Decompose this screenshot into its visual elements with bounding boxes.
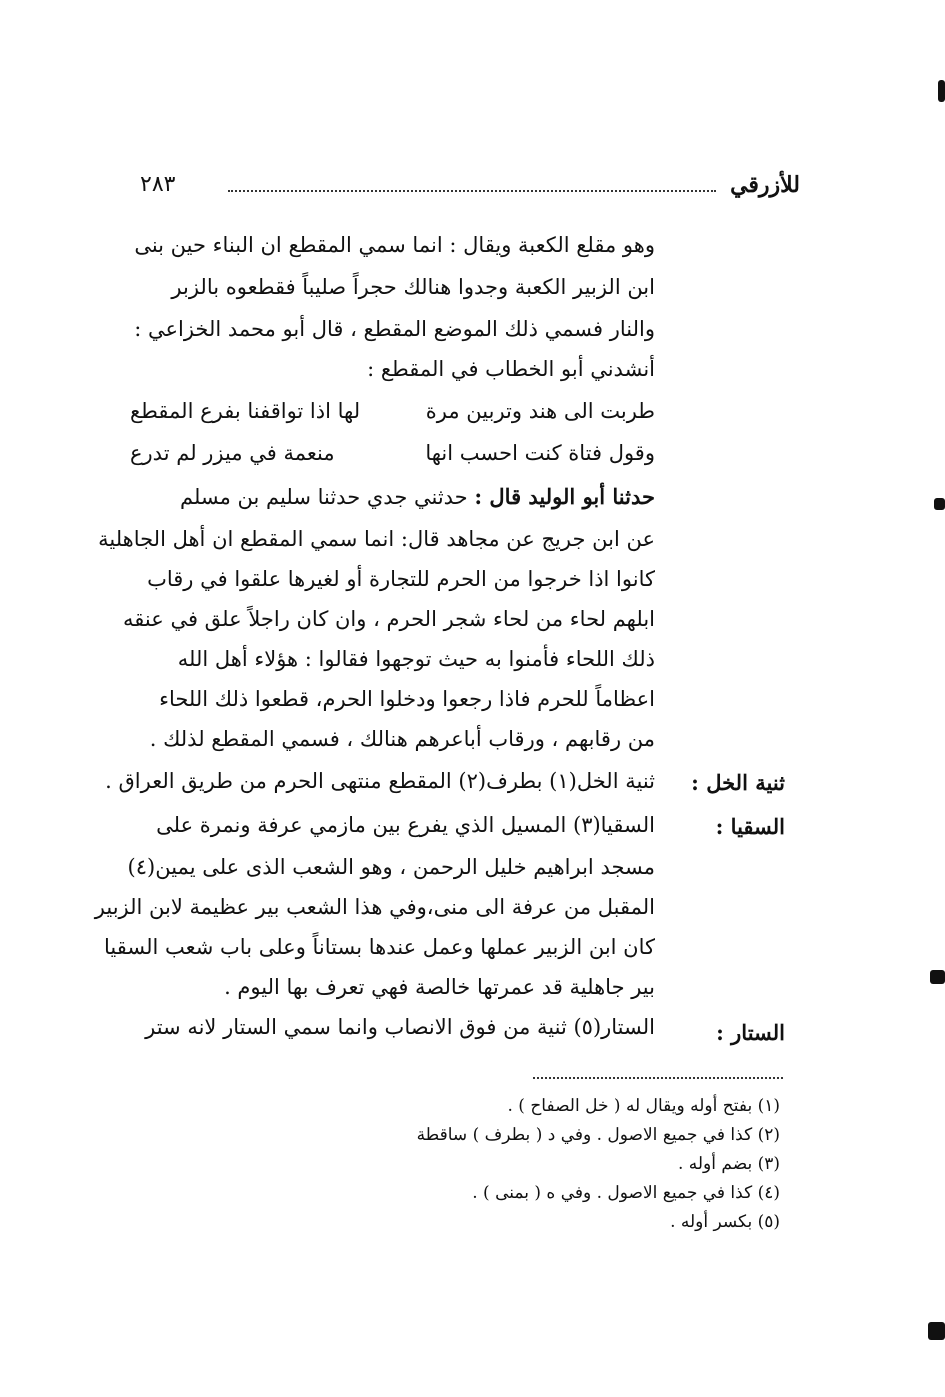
text-line: اعظاماً للحرم فاذا رجعوا ودخلوا الحرم، قطعوا ذلك اللحاء — [159, 687, 655, 711]
text-line: من رقابهم ، ورقاب أباعرهم هنالك ، فسمي المقطع لذلك . — [149, 727, 655, 751]
footnote: (٣) بضم أوله . — [677, 1154, 780, 1174]
text-line: وهو مقلع الكعبة ويقال : انما سمي المقطع ان البناء حين بنى — [134, 233, 655, 257]
text-line: ذلك اللحاء فأمنوا به حيث توجهوا فقالوا : هؤلاء أهل الله — [177, 647, 655, 671]
entry-head-al-sitar: الستار : — [716, 1020, 785, 1045]
footnote-separator — [533, 1077, 783, 1079]
text-line: أنشدني أبو الخطاب في المقطع : — [367, 357, 655, 381]
footnote: (١) بفتح أوله ويقال له ( خل الصفاح ) . — [507, 1096, 780, 1116]
text-line: مسجد ابراهيم خليل الرحمن ، وهو الشعب الذى على يمين(٤) — [127, 855, 655, 879]
text-line: الستار(٥) ثنية من فوق الانصاب وانما سمي الستار لانه ستر — [145, 1015, 655, 1039]
scan-edge-mark — [938, 80, 945, 102]
text-line: المقبل من عرفة الى منى،وفي هذا الشعب بير عظيمة لابن الزبير — [94, 895, 655, 919]
scan-edge-mark — [928, 1322, 945, 1340]
isnad-lead: حدثنا أبو الوليد قال : — [474, 484, 655, 509]
text-line: عن ابن جريج عن مجاهد قال: انما سمي المقطع ان أهل الجاهلية — [98, 527, 655, 551]
verse-hemistich-left: منعمة في ميزر لم تدرع — [130, 441, 335, 465]
footnotes — [380, 1092, 780, 1237]
running-title: للأزرقي — [730, 172, 800, 198]
page-number: ٢٨٣ — [140, 172, 176, 197]
page-header — [140, 172, 800, 212]
text-line: كان ابن الزبير عملها وعمل عندها بستاناً وعلى باب شعب السقيا — [104, 935, 655, 959]
text-line: والنار فسمي ذلك الموضع المقطع ، قال أبو محمد الخزاعي : — [134, 317, 655, 341]
header-dotted-rule — [228, 190, 716, 192]
text-line: ابن الزبير الكعبة وجدوا هنالك حجراً صليباً فقطعوه بالزبر — [171, 275, 655, 299]
text-line: السقيا(٣) المسيل الذي يفرع بين مازمي عرفة ونمرة على — [156, 813, 655, 837]
entry-head-al-suqya: السقيا : — [715, 814, 785, 839]
entry-head-thaniyat-al-khall: ثنية الخل : — [691, 770, 785, 795]
verse-hemistich-right: طربت الى هند وتربين مرة — [425, 399, 655, 423]
text-line: كانوا اذا خرجوا من الحرم للتجارة أو لغيرها علقوا في رقاب — [147, 567, 655, 591]
footnote: (٥) بكسر أوله . — [670, 1212, 780, 1232]
text-line — [130, 482, 655, 512]
footnote: (٤) كذا في جميع الاصول . وفي ه ( بمنى ) . — [472, 1183, 780, 1203]
isnad-rest: حدثني جدي حدثنا سليم بن مسلم — [179, 485, 475, 509]
text-line: ابلهم لحاء من لحاء شجر الحرم ، وان كان راجلاً علق في عنقه — [123, 607, 655, 631]
text-line: بير جاهلية قد عمرتها خالصة فهي تعرف بها اليوم . — [224, 975, 655, 999]
footnote: (٢) كذا في جميع الاصول . وفي د ( بطرف ) ساقطة — [416, 1125, 780, 1145]
scan-edge-mark — [930, 970, 945, 984]
verse-hemistich-left: لها اذا تواقفنا بفرع المقطع — [130, 399, 361, 423]
scan-edge-mark — [934, 498, 945, 510]
text-line: ثنية الخل(١) بطرف(٢) المقطع منتهى الحرم من طريق العراق . — [105, 769, 655, 793]
verse-hemistich-right: وقول فتاة كنت احسب انها — [425, 441, 655, 465]
